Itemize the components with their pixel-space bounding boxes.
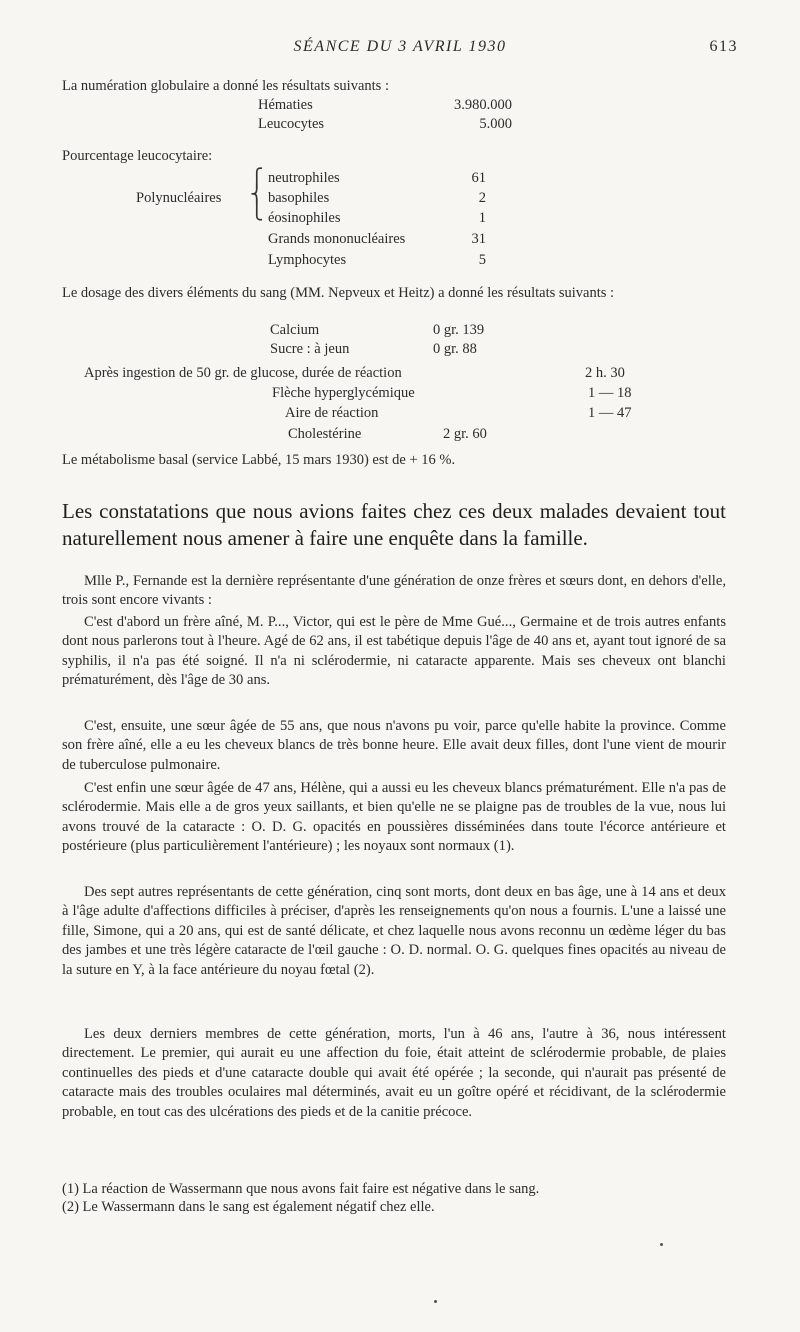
section-headline: Les constatations que nous avions faites chez ces deux malades devaient tout naturellement nous amener à faire une enquête dans la famille. [62,499,726,550]
formula-value: 5 [478,252,486,268]
brace-symbol: ⎧ ⎨ ⎩ [250,168,264,220]
glucose-intro-value: 2 h. 30 [585,365,625,381]
body-paragraph: Mlle P., Fernande est la dernière représentante d'une génération de onze frères et sœurs dont, en dehors d'elle, trois sont encore vivants : [62,573,726,609]
dosage-label: Calcium [270,322,320,338]
formula-label: Lymphocytes [268,252,347,268]
body-paragraph: C'est, ensuite, une sœur âgée de 55 ans, que nous n'avons pu voir, parce qu'elle habite la province. Comme son frère aîné, elle a eu les cheveux blancs de très bonne heure. Elle avait deux filles, dont l'une vient de mourir de tuberculose pulmonaire. [62,718,726,773]
formula-value: 2 [478,190,486,206]
formula-label: éosinophiles [268,210,341,226]
glucose-intro: Après ingestion de 50 gr. de glucose, durée de réaction [84,365,402,381]
dosage-value: 0 gr. 139 [433,322,485,338]
formula-label: basophiles [268,190,330,206]
print-speck [434,1300,437,1303]
body-paragraph: Les deux derniers membres de cette génération, morts, l'un à 46 ans, l'autre à 36, nous intéressent directement. Le premier, qui aurait eu une affection du foie, était atteint de sclérodermie probable, de plaies continuelles des pieds et d'une cataracte double qui avait été opérée ; la seconde, qui n'aurait pas présenté de cataracte mais des troubles oculaires mal déterminés, avait eu un goître opéré et récidivant, de la sclérodermie probable, en tout cas des ulcérations des pieds et de la canitie précoce. [62,1026,726,1120]
body-paragraph: C'est d'abord un frère aîné, M. P..., Victor, qui est le père de Mme Gué..., Germaine et de trois autres enfants dont nous parlerons tout à l'heure. Agé de 62 ans, il est tabétique depuis l'âge de 40 ans et, ayant tout ignoré de sa syphilis, il n'a pas été soigné. Il n'a ni sclérodermie, ni cataracte apparente. Mais ses cheveux ont blanchi prématurément, dès l'âge de 30 ans. [62,614,726,689]
formula-label: neutrophiles [268,170,340,186]
formula-value: 31 [471,231,486,247]
dosage-intro: Le dosage des divers éléments du sang (MM. Nepveux et Heitz) a donné les résultats suivants : [62,285,615,301]
print-speck [660,1243,663,1246]
blood-count-value: 3.980.000 [454,97,512,113]
glucose-label: Aire de réaction [285,405,379,421]
glucose-label: Flèche hyperglycémique [272,385,415,401]
footnote: (2) Le Wassermann dans le sang est également négatif chez elle. [62,1199,435,1215]
page-number: 613 [709,38,738,55]
cholesterol-label: Cholestérine [288,426,362,442]
blood-count-label: Hématies [258,97,313,113]
glucose-value: 1 — 47 [588,405,632,421]
footnote: (1) La réaction de Wassermann que nous avons fait faire est négative dans le sang. [62,1181,540,1197]
formula-label: Grands mononucléaires [268,231,406,247]
blood-count-label: Leucocytes [258,116,325,132]
polynuclear-group-label: Polynucléaires [136,190,222,206]
leucocyte-intro: Pourcentage leucocytaire: [62,148,213,164]
running-title: SÉANCE DU 3 AVRIL 1930 [293,38,507,55]
blood-count-intro: La numération globulaire a donné les résultats suivants : [62,78,389,94]
body-paragraph: Des sept autres représentants de cette génération, cinq sont morts, dont deux en bas âge, une à 14 ans et deux à l'âge adulte d'affections difficiles à préciser, d'après les renseignements qu'on nous a fournis. L'une a laissé une fille, Simone, qui a 20 ans, qui est de santé délicate, et chez laquelle nous avons reconnu un œdème léger du bas des jambes et une très légère cataracte de l'œil gauche : O. D. normal. O. G. quelques fines opacités au niveau de la suture en Y, à la face antérieure du noyau fœtal (2). [62,884,726,978]
glucose-value: 1 — 18 [588,385,632,401]
body-paragraph: C'est enfin une sœur âgée de 47 ans, Hélène, qui a aussi eu les cheveux blancs prématurément. Elle n'a pas de sclérodermie. Mais elle a de gros yeux saillants, et bien qu'elle ne se plaigne pas de troubles de la vue, nous lui avons trouvé de la cataracte : O. D. G. opacités en poussières disséminées dans toute l'écorce antérieure et postérieure (plus particulièrement l'antérieure) ; les noyaux sont normaux (1). [62,780,726,855]
cholesterol-value: 2 gr. 60 [443,426,487,442]
blood-count-value: 5.000 [479,116,512,132]
dosage-label: Sucre : à jeun [270,341,350,357]
formula-value: 1 [478,210,486,226]
formula-value: 61 [471,170,486,186]
metabolism-line: Le métabolisme basal (service Labbé, 15 mars 1930) est de + 16 %. [62,452,456,468]
dosage-value: 0 gr. 88 [433,341,477,357]
